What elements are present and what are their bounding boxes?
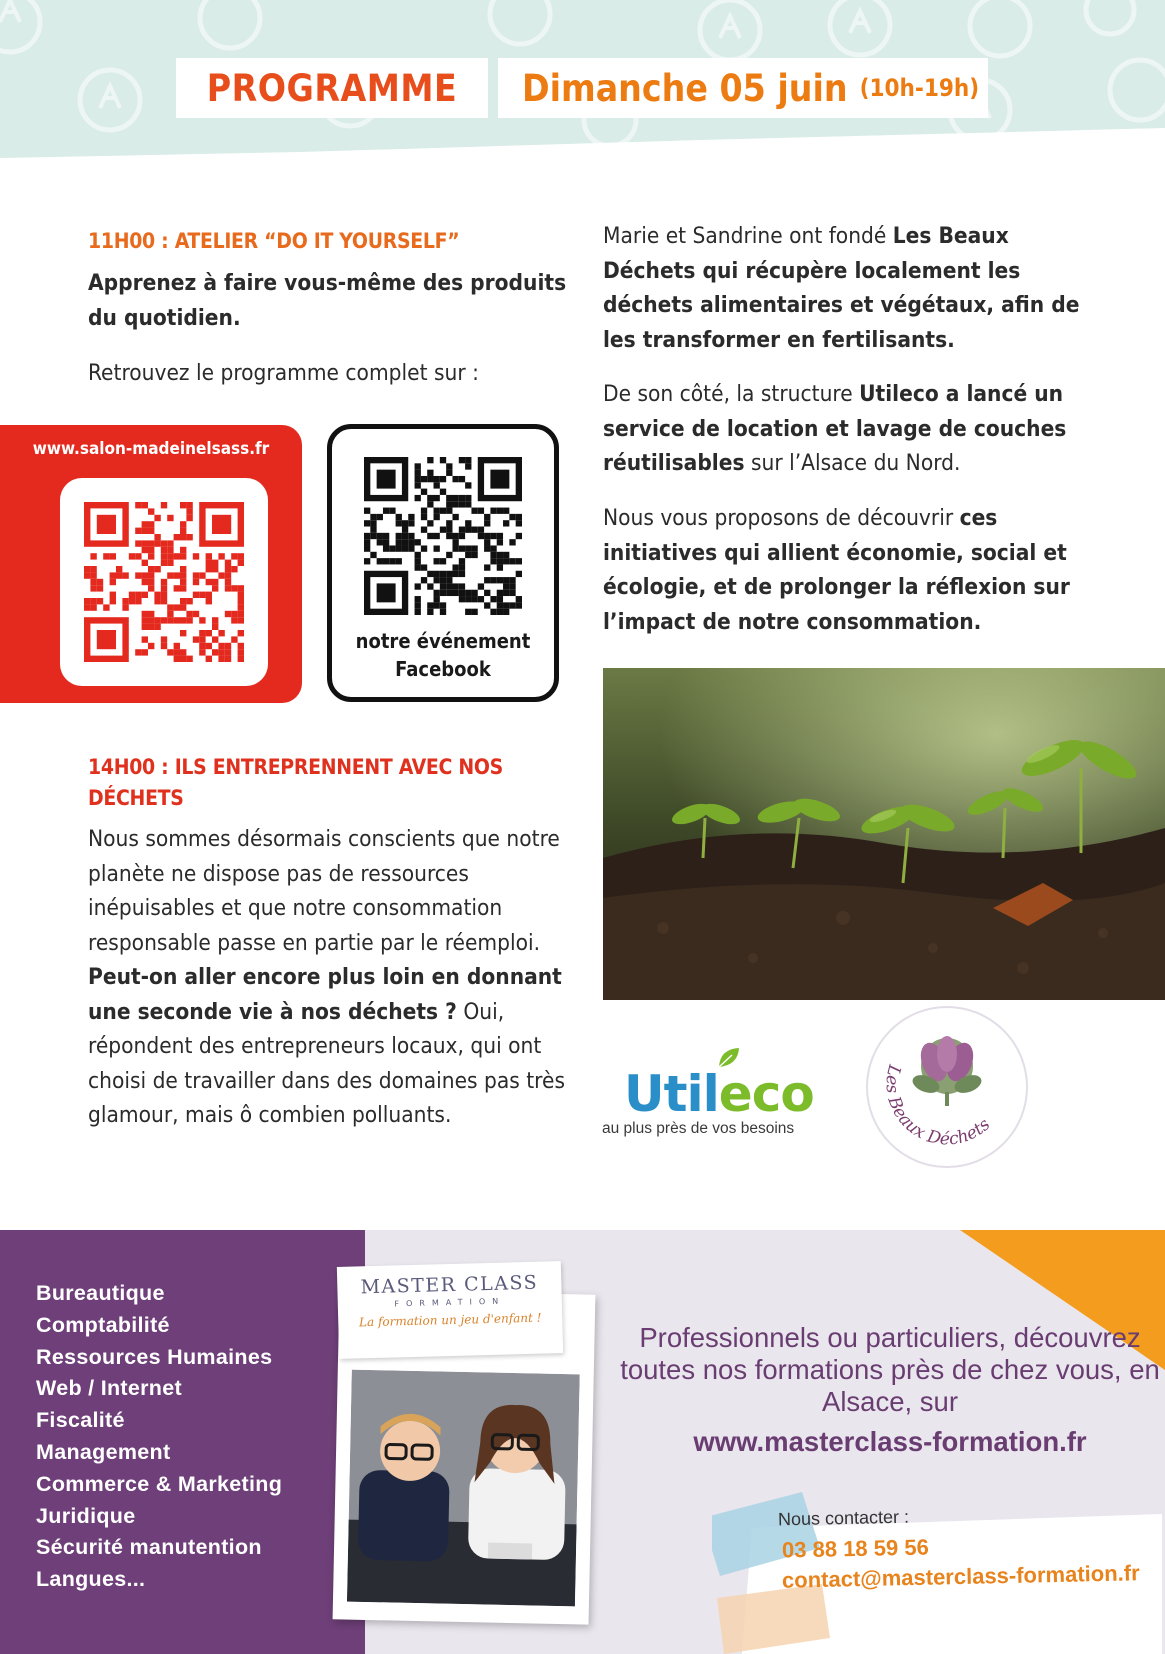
- topic-item: Ressources Humaines: [36, 1344, 273, 1369]
- les-beaux-dechets-paragraph: [603, 219, 1103, 357]
- event-hours: (10h-19h): [859, 74, 980, 102]
- seedlings-photo: [603, 668, 1165, 1000]
- p1-intro: Marie et Sandrine ont fondé: [603, 223, 893, 249]
- p1-bold: Les Beaux Déchets qui récupère localement les déchets alimentaires et végétaux, afin de les transformer en fertilisants.: [603, 223, 1080, 353]
- topic-item: Langues...: [36, 1567, 146, 1592]
- topic-item: Sécurité manutention: [36, 1535, 262, 1560]
- programme-link-text: Retrouvez le programme complet sur :: [88, 360, 479, 386]
- facebook-caption-line2: Facebook: [395, 657, 491, 681]
- entre-intro: Nous sommes désormais conscients que notre planète ne dispose pas de ressources inépuisables et que notre consommation responsable passe en partie par le réemploi.: [88, 826, 560, 956]
- masterclass-brand-label: [337, 1261, 563, 1359]
- website-url[interactable]: www.salon-madeinelsass.fr: [32, 439, 270, 459]
- children-photo: [347, 1370, 580, 1607]
- facebook-qr-code[interactable]: [364, 457, 522, 615]
- topic-item: Juridique: [36, 1503, 136, 1528]
- seedlings-image: [603, 668, 1165, 1000]
- qr-frame: [60, 478, 268, 686]
- event-date: Dimanche 05 juin: [522, 66, 848, 110]
- atelier-heading: 11H00 : ATELIER “DO IT YOURSELF”: [88, 229, 460, 253]
- date-tag: [498, 58, 988, 118]
- masterclass-ad: [0, 1230, 1165, 1654]
- brand-name: MASTER CLASS: [360, 1271, 539, 1299]
- brand-slogan: La formation un jeu d'enfant !: [358, 1310, 542, 1330]
- entreprennent-paragraph: [88, 822, 578, 1133]
- facebook-caption-line1: notre événement: [355, 629, 531, 653]
- entreprennent-heading: 14H00 : ILS ENTREPRENNENT AVEC NOS DÉCHETS: [88, 755, 503, 810]
- utileco-tagline: au plus près de vos besoins: [602, 1120, 795, 1137]
- p2-bold: Utileco a lancé un service de location et lavage de couches réutilisables: [603, 381, 1067, 476]
- topics-panel: [0, 1230, 365, 1654]
- entre-question: Peut-on aller encore plus loin en donnant une seconde vie à nos déchets ?: [88, 964, 562, 1025]
- topic-item: Commerce & Marketing: [36, 1471, 283, 1496]
- programme-label: PROGRAMME: [206, 66, 458, 110]
- les-beaux-dechets-logo: [864, 1004, 1030, 1170]
- topic-item: Management: [36, 1439, 171, 1464]
- artichoke-seal-icon: [864, 1004, 1030, 1170]
- facebook-caption: [332, 627, 554, 683]
- topics-list: [36, 1278, 282, 1596]
- masterclass-url[interactable]: www.masterclass-formation.fr: [693, 1426, 1087, 1457]
- header-band: [0, 0, 1165, 165]
- utileco-logo: [600, 1045, 830, 1145]
- utileco-wordmark: [624, 1065, 814, 1123]
- contact-label: Nous contacter :: [777, 1506, 910, 1530]
- ad-pitch: Professionnels ou particuliers, découvrez toutes nos formations près de chez vous, en Alsace, sur: [620, 1322, 1160, 1417]
- p2-end: sur l’Alsace du Nord.: [744, 450, 961, 476]
- initiatives-paragraph: [603, 501, 1103, 639]
- programme-tag: [176, 58, 488, 118]
- utileco-paragraph: [603, 377, 1103, 481]
- topic-item: Fiscalité: [36, 1408, 125, 1433]
- facebook-qr-card[interactable]: [327, 424, 559, 702]
- topic-item: Web / Internet: [36, 1376, 182, 1401]
- p2-intro: De son côté, la structure: [603, 381, 860, 407]
- atelier-lead: Apprenez à faire vous-même des produits du quotidien.: [88, 270, 567, 331]
- beaux-dechets-arc-text: Les Beaux Déchets: [881, 1062, 995, 1150]
- contact-email[interactable]: contact@masterclass-formation.fr: [781, 1560, 1140, 1593]
- website-qr-card[interactable]: [0, 425, 302, 703]
- topic-item: Bureautique: [36, 1281, 165, 1305]
- brand-subtitle: FORMATION: [394, 1296, 506, 1309]
- p3-intro: Nous vous proposons de découvrir: [603, 505, 960, 531]
- utileco-wordmark-green: eco: [718, 1065, 814, 1123]
- utileco-wordmark-blue: Util: [624, 1065, 719, 1123]
- contact-phone[interactable]: 03 88 18 59 56: [781, 1534, 930, 1563]
- p3-bold: ces initiatives qui allient économie, social et écologie, et de prolonger la réflexion sur l’impact de notre consommation.: [603, 505, 1070, 635]
- header-torn-edge: [0, 128, 1165, 165]
- entre-answer: Oui, répondent des entrepreneurs locaux, qui ont choisi de travailler dans des domaines pas très glamour, mais ô combien polluants.: [88, 998, 566, 1128]
- website-qr-code[interactable]: [84, 502, 244, 662]
- topic-item: Comptabilité: [36, 1312, 170, 1337]
